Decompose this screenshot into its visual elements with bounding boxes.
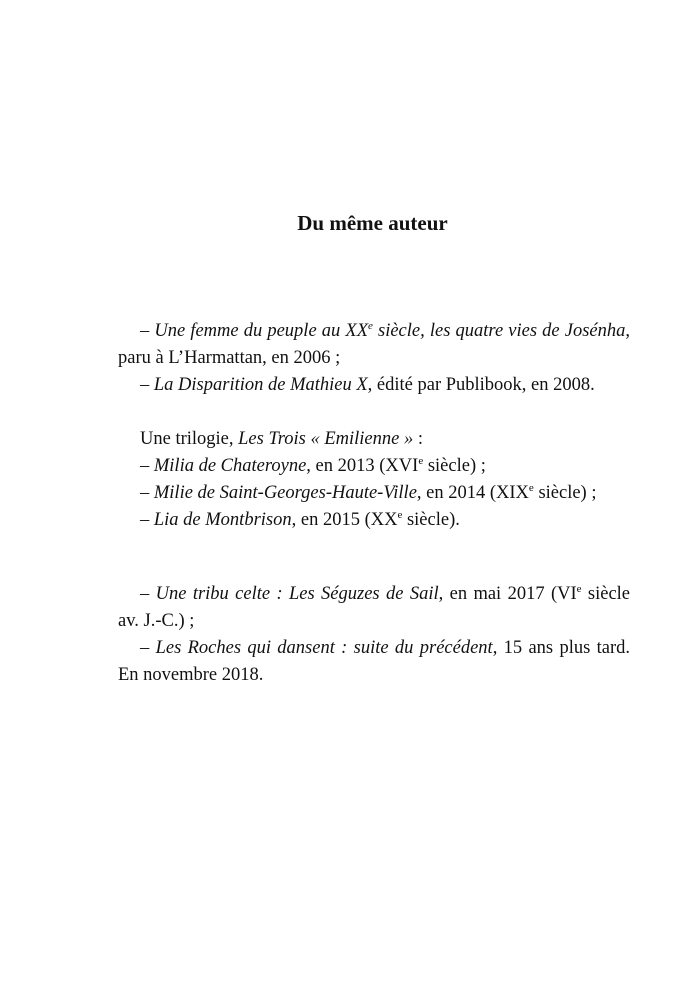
item-details: , en 2015 (XX: [291, 510, 398, 530]
list-item: [118, 480, 630, 507]
list-item: [118, 507, 630, 534]
book-title: [154, 321, 625, 341]
item-details: siècle).: [402, 510, 460, 530]
intro-text: :: [413, 429, 423, 449]
works-group-2: [118, 426, 630, 534]
list-item: [118, 318, 630, 372]
intro-text: Une trilogie,: [140, 429, 239, 449]
list-item: [118, 453, 630, 480]
trilogy-intro: [118, 426, 630, 453]
item-details: , paru à L’Harmattan, en 2006 ;: [118, 321, 630, 368]
item-details: , en 2014 (XIX: [416, 483, 529, 503]
book-title: Milie de Saint-Georges-Haute-Ville: [153, 483, 417, 503]
book-title: Lia de Montbrison: [153, 510, 292, 530]
dash: –: [140, 375, 154, 395]
item-details: , en 2013 (XVI: [306, 456, 419, 476]
series-title: Les Trois « Emilienne »: [238, 429, 414, 449]
book-title-part: siècle, les quatre vies de Joséпha: [372, 321, 626, 341]
item-details: siècle) ;: [423, 456, 486, 476]
list-item: [118, 581, 630, 635]
book-title: Une tribu celte : Les Séguzes de Sail: [155, 584, 439, 604]
list-item: [118, 635, 630, 689]
book-title: Milia de Chateroyne: [153, 456, 307, 476]
dash: –: [140, 638, 156, 658]
page-title: Du même auteur: [297, 211, 448, 235]
book-title-part: Une femme du peuple au XX: [154, 321, 368, 341]
dash: –: [140, 456, 154, 476]
dash: –: [140, 321, 155, 341]
works-group-1: [118, 318, 630, 399]
item-details: , 15 ans plus tard. En novembre 2018.: [118, 638, 630, 685]
superscript: e: [576, 583, 582, 595]
superscript: e: [368, 320, 373, 332]
item-details: , édité par Publibook, en 2008.: [367, 375, 595, 395]
list-item: [118, 372, 630, 399]
superscript: e: [418, 455, 424, 467]
superscript: e: [397, 509, 403, 521]
item-details: siècle av. J.-C.) ;: [118, 584, 630, 631]
book-title: Les Roches qui dansent : suite du précédent: [155, 638, 493, 658]
dash: –: [140, 584, 156, 604]
works-group-3: [118, 581, 630, 689]
item-details: , en mai 2017 (VI: [438, 584, 577, 604]
superscript: e: [528, 482, 534, 494]
dash: –: [140, 510, 154, 530]
dash: –: [140, 483, 154, 503]
item-details: siècle) ;: [533, 483, 597, 503]
book-title: La Disparition de Mathieu X: [153, 375, 368, 395]
